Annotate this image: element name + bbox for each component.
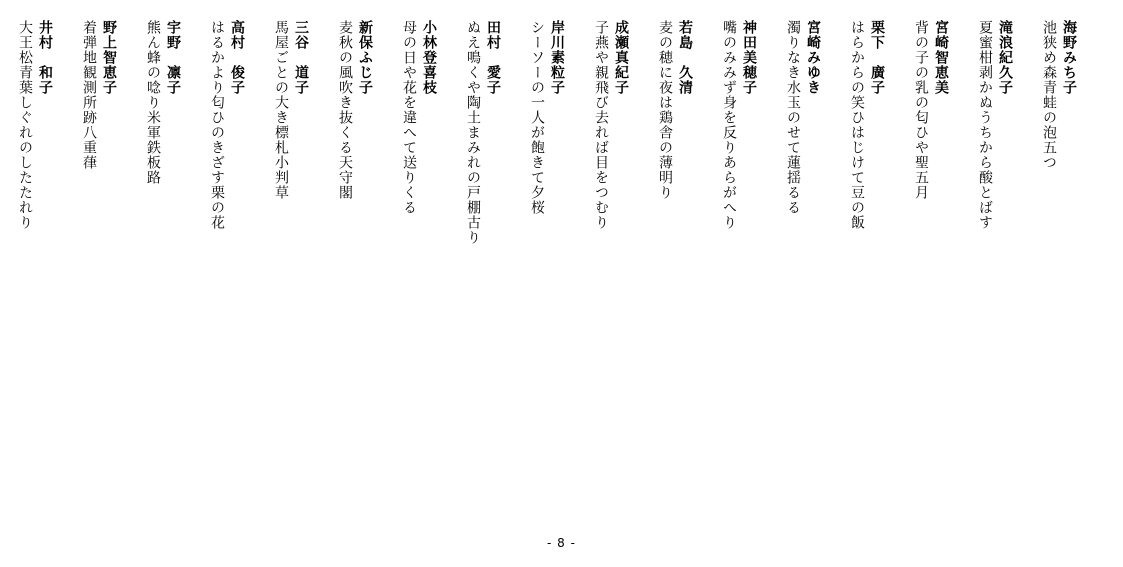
haiku-author: 宮崎智恵美: [933, 20, 949, 95]
haiku-author: 宮崎みゆき: [805, 20, 821, 95]
haiku-verse: 夏蜜柑剥かぬうちから酸とばす: [977, 20, 993, 230]
haiku-verse: シーソーの一人が飽きて夕桜: [529, 20, 545, 215]
haiku-verse: 背の子の乳の匂ひや聖五月: [913, 20, 929, 200]
haiku-entry-9: [517, 10, 581, 530]
haiku-author: 神田美穂子: [741, 20, 757, 95]
haiku-verse: 嘴のみみず身を反りあらがへり: [721, 20, 737, 230]
haiku-verse: 母の日や花を違へて送りくる: [401, 20, 417, 215]
page-number: - 8 -: [547, 536, 576, 550]
haiku-verse: 馬屋ごとの大き標札小判草: [273, 20, 289, 200]
haiku-verse: ぬえ鳴くや陶土まみれの戸棚古り: [465, 20, 481, 245]
haiku-author: 新保ふじ子: [357, 20, 373, 95]
haiku-verse: はらからの笑ひはじけて豆の飯: [849, 20, 865, 230]
haiku-verse: 池狭め森青蛙の泡五つ: [1041, 20, 1057, 170]
haiku-verse: 濁りなき水玉のせて蓮揺るる: [785, 20, 801, 215]
haiku-author: 岸川素粒子: [549, 20, 565, 95]
haiku-entry-14: [197, 10, 261, 530]
haiku-author: 野上智恵子: [101, 20, 117, 95]
haiku-author: 三谷 道子: [293, 20, 309, 95]
haiku-author: 海野みち子: [1061, 20, 1077, 95]
haiku-entry-15: [133, 10, 197, 530]
haiku-verse: 熊ん蜂の唸り米軍鉄板路: [145, 20, 161, 185]
haiku-author: 井村 和子: [37, 20, 53, 95]
haiku-verse: 麦の穂に夜は鶏舎の薄明り: [657, 20, 673, 200]
haiku-entry-8: [581, 10, 645, 530]
haiku-entry-13: [261, 10, 325, 530]
haiku-author: 小林登喜枝: [421, 20, 437, 95]
haiku-verse: 大王松青葉しぐれのしたたれり: [17, 20, 33, 230]
haiku-entry-1: [1029, 10, 1093, 530]
haiku-author: 滝浪紀久子: [997, 20, 1013, 95]
haiku-verse: 着弾地観測所跡八重葎: [81, 20, 97, 170]
haiku-author: 宇野 凛子: [165, 20, 181, 95]
haiku-entry-12: [325, 10, 389, 530]
haiku-verse: はるかより匂ひのきざす栗の花: [209, 20, 225, 230]
haiku-author: 栗下 廣子: [869, 20, 885, 95]
haiku-entry-3: [901, 10, 965, 530]
haiku-verse: 子燕や親飛び去れば目をつむり: [593, 20, 609, 230]
haiku-entry-6: [709, 10, 773, 530]
haiku-entry-17: [5, 10, 69, 530]
haiku-entry-11: [389, 10, 453, 530]
haiku-entry-7: [645, 10, 709, 530]
haiku-author: 田村 愛子: [485, 20, 501, 95]
haiku-author: 成瀬真紀子: [613, 20, 629, 95]
haiku-entry-2: [965, 10, 1029, 530]
haiku-author: 若島 久清: [677, 20, 693, 95]
haiku-entry-4: [837, 10, 901, 530]
haiku-verse: 麦秋の風吹き抜くる天守閣: [337, 20, 353, 200]
haiku-entry-10: [453, 10, 517, 530]
haiku-author: 高村 俊子: [229, 20, 245, 95]
haiku-entry-16: [69, 10, 133, 530]
haiku-entry-5: [773, 10, 837, 530]
haiku-columns: [0, 10, 1123, 530]
